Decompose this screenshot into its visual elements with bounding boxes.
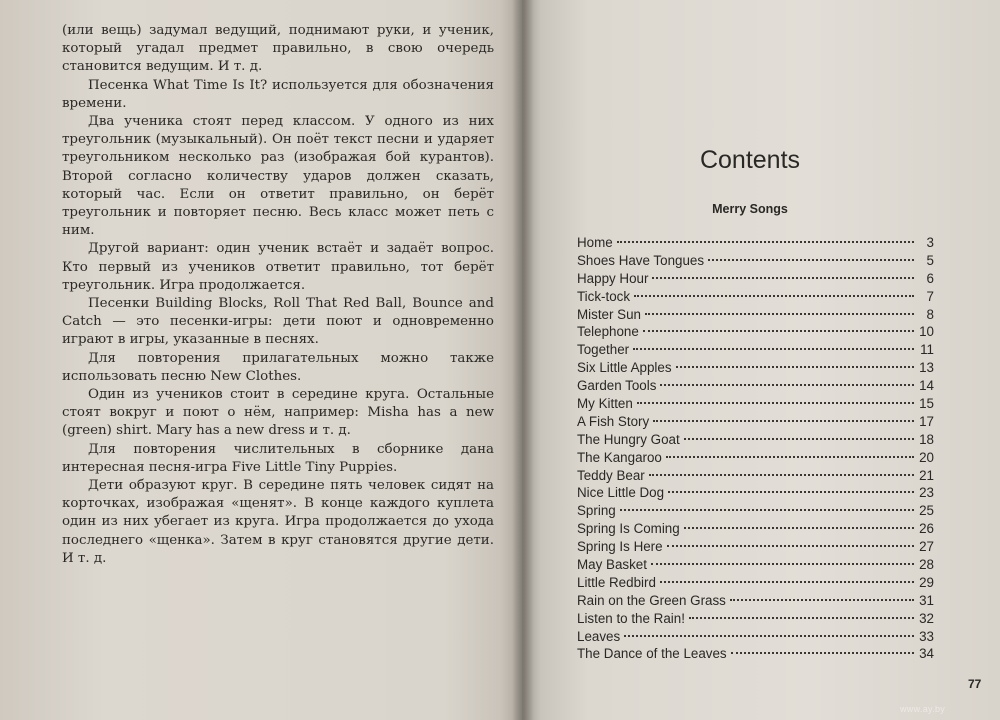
dot-leader	[731, 652, 914, 654]
toc-entry-page: 6	[926, 270, 934, 286]
toc-entry	[577, 556, 934, 574]
toc-entry-title: Little Redbird	[577, 574, 656, 590]
toc-entry-title: Garden Tools	[577, 378, 657, 394]
toc-entry-page: 11	[920, 342, 934, 358]
dot-leader	[684, 438, 914, 440]
toc-entry-title: The Kangaroo	[577, 449, 662, 465]
dot-leader	[676, 366, 914, 368]
toc-entry	[577, 252, 934, 270]
toc-entry	[577, 645, 934, 663]
paragraph: Песенки Building Blocks, Roll That Red Ball, Bounce and Catch — это песенки-игры: дети поют и одновременно играют в игры, указанные в песнях.	[62, 296, 494, 348]
toc-entry-title: Home	[577, 235, 613, 250]
dot-leader	[645, 313, 914, 315]
book-gutter	[512, 0, 534, 720]
toc-entry	[577, 306, 934, 324]
toc-entry-page: 15	[919, 396, 934, 412]
toc-entry-page: 34	[919, 646, 934, 662]
left-page-text	[62, 22, 494, 568]
toc-entry-page: 17	[919, 413, 934, 429]
dot-leader	[653, 420, 914, 422]
toc-entry	[577, 234, 934, 252]
toc-entry	[577, 467, 934, 485]
toc-entry-page: 32	[919, 610, 934, 626]
toc-entry-title: My Kitten	[577, 396, 633, 412]
toc-entry-title: Telephone	[577, 324, 639, 340]
toc-entry-title: Listen to the Rain!	[577, 610, 685, 626]
dot-leader	[624, 635, 914, 637]
paragraph: Два ученика стоят перед классом. У одного из них треугольник (музыкальный). Он поёт текст песни и ударяет треугольником несколько раз (изображая бой курантов). Второй согласно количеству ударов должен сказать, который час. Если он ответит правильно, он берёт треугольник и повторяет песню. Весь класс может петь с ним.	[62, 114, 494, 239]
dot-leader	[651, 563, 914, 565]
toc-entry	[577, 413, 934, 431]
toc-entry-title: Rain on the Green Grass	[577, 592, 726, 608]
toc-entry	[577, 288, 934, 306]
toc-entry-page: 25	[919, 503, 934, 519]
section-title: Merry Songs	[712, 202, 788, 216]
toc-entry	[577, 484, 934, 502]
table-of-contents	[577, 234, 934, 663]
paragraph: Песенка What Time Is It? используется для обозначения времени.	[62, 77, 494, 111]
toc-entry-page: 27	[919, 539, 934, 555]
toc-entry	[577, 628, 934, 646]
toc-entry-page: 10	[919, 324, 934, 340]
toc-entry-page: 26	[919, 521, 934, 537]
dot-leader	[643, 330, 914, 332]
toc-entry-page: 21	[919, 467, 934, 483]
contents-title: Contents	[699, 146, 801, 174]
paragraph: (или вещь) задумал ведущий, поднимают руки, и ученик, который угадал предмет правильно, в свою очередь становится ведущим. И т. д.	[62, 23, 494, 75]
toc-entry-title: Mister Sun	[577, 306, 641, 322]
toc-entry	[577, 592, 934, 610]
toc-entry-page: 5	[926, 252, 934, 268]
toc-entry-page: 7	[926, 288, 934, 304]
toc-entry-title: Teddy Bear	[577, 467, 645, 483]
toc-entry-page: 20	[919, 449, 934, 465]
dot-leader	[660, 384, 914, 386]
toc-entry-page: 31	[919, 592, 934, 608]
toc-entry-title: Tick-tock	[577, 288, 631, 304]
dot-leader	[684, 527, 914, 529]
toc-entry-title: Spring Is Here	[577, 539, 663, 555]
toc-entry-title: The Hungry Goat	[577, 431, 680, 447]
dot-leader	[730, 599, 914, 601]
toc-entry-page: 14	[919, 378, 934, 394]
toc-entry	[577, 323, 934, 341]
paragraph: Для повторения прилагательных можно также использовать песню New Clothes.	[62, 350, 494, 384]
dot-leader	[666, 456, 914, 458]
toc-entry-title: Nice Little Dog	[577, 485, 665, 501]
toc-entry-page: 8	[926, 306, 934, 322]
paragraph: Дети образуют круг. В середине пять человек сидят на корточках, изображая «щенят». В конце каждого куплета один из них убегает из круга. Игра продолжается до ухода последнего «щенка». Затем в круг становятся другие дети. И т. д.	[62, 478, 494, 566]
toc-entry-title: A Fish Story	[577, 413, 650, 429]
toc-entry	[577, 538, 934, 556]
dot-leader	[689, 617, 914, 619]
toc-entry-title: Shoes Have Tongues	[577, 252, 705, 268]
toc-entry	[577, 270, 934, 288]
dot-leader	[660, 581, 914, 583]
toc-entry	[577, 610, 934, 628]
toc-entry-title: May Basket	[577, 557, 647, 573]
dot-leader	[652, 277, 914, 279]
toc-entry	[577, 520, 934, 538]
toc-entry-page: 29	[919, 574, 934, 590]
dot-leader	[633, 348, 914, 350]
paragraph: Для повторения числительных в сборнике дана интересная песня-игра Five Little Tiny Puppies.	[62, 441, 494, 475]
dot-leader	[667, 545, 914, 547]
paragraph: Другой вариант: один ученик встаёт и задаёт вопрос. Кто первый из учеников ответит правильно, тот берёт треугольник. Игра продолжается.	[62, 241, 494, 293]
toc-entry	[577, 431, 934, 449]
toc-entry-title: Together	[577, 342, 630, 358]
toc-entry-page: 28	[919, 557, 934, 573]
toc-entry	[577, 574, 934, 592]
dot-leader	[617, 241, 914, 243]
toc-entry-page: 23	[919, 485, 934, 501]
toc-entry	[577, 341, 934, 359]
toc-entry-title: Leaves	[577, 628, 621, 644]
toc-entry-page: 18	[919, 431, 934, 447]
toc-entry-page: 13	[919, 360, 934, 376]
toc-entry	[577, 359, 934, 377]
dot-leader	[708, 259, 914, 261]
toc-entry	[577, 449, 934, 467]
toc-entry	[577, 377, 934, 395]
dot-leader	[620, 509, 914, 511]
toc-entry-title: Spring	[577, 503, 616, 519]
toc-entry-title: The Dance of the Leaves	[577, 646, 727, 662]
toc-entry-title: Happy Hour	[577, 270, 649, 286]
dot-leader	[649, 474, 914, 476]
toc-entry	[577, 395, 934, 413]
watermark: www.ay.by	[900, 704, 946, 714]
toc-entry-page: 3	[926, 235, 934, 250]
toc-entry	[577, 502, 934, 520]
toc-entry-page: 33	[919, 628, 934, 644]
dot-leader	[634, 295, 914, 297]
toc-entry-title: Six Little Apples	[577, 360, 672, 376]
page-number: 77	[968, 677, 982, 691]
dot-leader	[637, 402, 914, 404]
dot-leader	[668, 491, 914, 493]
toc-entry-title: Spring Is Coming	[577, 521, 680, 537]
paragraph: Один из учеников стоит в середине круга. Остальные стоят вокруг и поют о нём, например: Misha has a new (green) shirt. Mary has a new dress и т. д.	[62, 387, 494, 439]
